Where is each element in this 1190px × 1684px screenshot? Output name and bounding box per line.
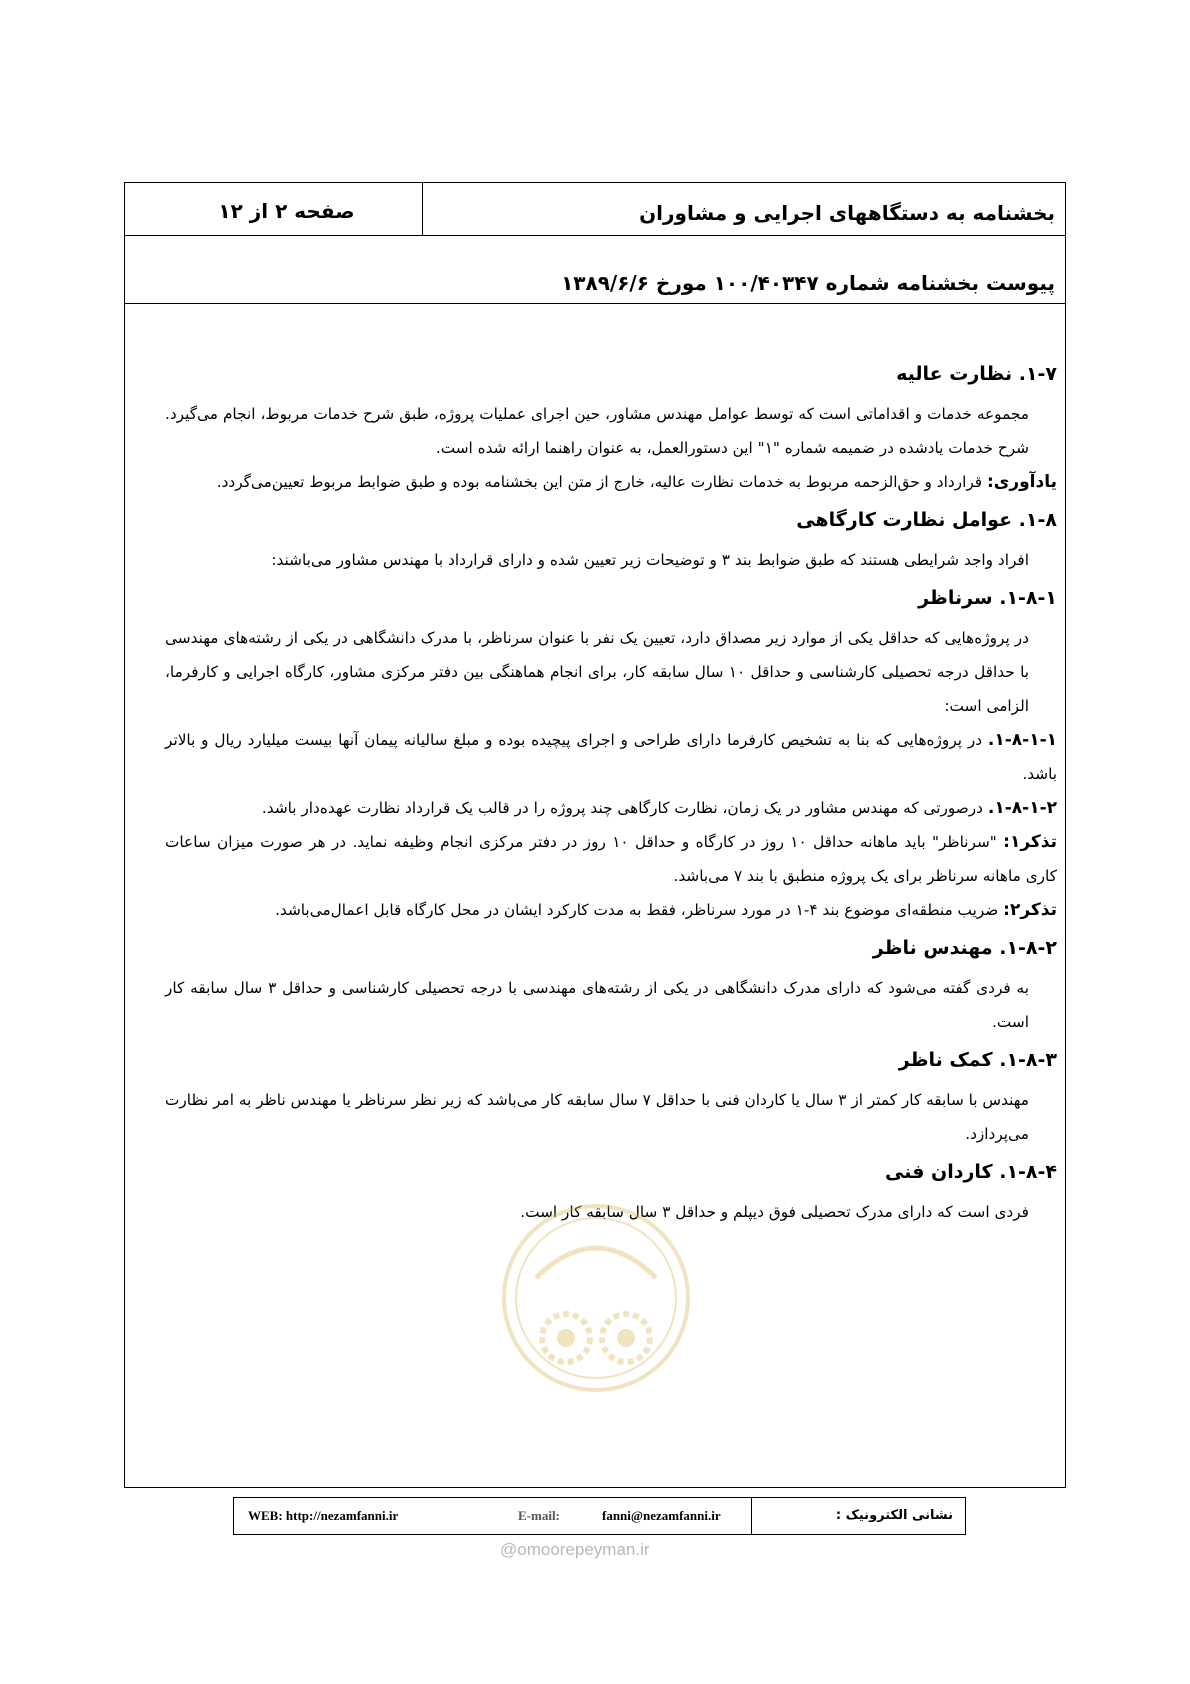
contact-bar xyxy=(233,1497,966,1535)
paragraph: به فردی گفته می‌شود که دارای مدرک دانشگاهی در یکی از رشته‌های مهندسی با درجه تحصیلی کارشناسی و حداقل ۳ سال سابقه کار است. xyxy=(165,979,1030,1031)
note-paragraph xyxy=(165,893,1057,927)
note-text: قرارداد و حق‌الزحمه مربوط به خدمات نظارت عالیه، خارج از متن این بخشنامه بوده و طبق ضوابط مربوط تعیین‌می‌گردد. xyxy=(216,473,987,491)
section-heading: ۱-۷. نظارت عالیه xyxy=(896,363,1057,385)
page-frame xyxy=(124,182,1066,1488)
paragraph: افراد واجد شرایطی هستند که طبق ضوابط بند ۳ و توضیحات زیر تعیین شده و دارای قرارداد با مهندس مشاور می‌باشند: xyxy=(271,551,1029,569)
section-heading: ۱-۸-۴. کاردان فنی xyxy=(884,1161,1057,1183)
footer-watermark-text: @omoorepeyman.ir xyxy=(500,1540,650,1559)
section-heading: ۱-۸. عوامل نظارت کارگاهی xyxy=(796,509,1057,531)
paragraph: در پروژه‌هایی که حداقل یکی از موارد زیر مصداق دارد، تعیین یک نفر با عنوان سرناظر، با مدرک دانشگاهی در یکی از رشته‌های مهندسی با حداقل درجه تحصیلی کارشناسی و حداقل ۱۰ سال سابقه کار، برای انجام هماهنگی بین دفتر مرکزی مشاور، کارگاه اجرایی و کارفرما، الزامی است: xyxy=(165,629,1029,715)
page-number: صفحه ۲ از ۱۲ xyxy=(218,199,355,223)
note-label: تذکر۱: xyxy=(1003,832,1058,852)
item-text: درصورتی که مهندس مشاور در یک زمان، نظارت کارگاهی چند پروژه را در قالب یک قرارداد نظارت عهده‌دار باشد. xyxy=(261,799,988,817)
note-paragraph xyxy=(165,825,1057,893)
contact-divider xyxy=(751,1498,752,1534)
item-label: ۱-۸-۱-۲. xyxy=(987,798,1057,818)
attachment-divider xyxy=(125,303,1065,304)
paragraph: فردی است که دارای مدرک تحصیلی فوق دیپلم و حداقل ۳ سال سابقه کار است. xyxy=(520,1203,1029,1221)
attachment-line: پیوست بخشنامه شماره ۱۰۰/۴۰۳۴۷ مورخ ۱۳۸۹/۶/۶ xyxy=(561,271,1055,295)
main-content xyxy=(165,353,1057,1229)
note-text: ضریب منطقه‌ای موضوع بند ۴-۱ در مورد سرناظر، فقط به مدت کارکرد ایشان در محل کارگاه قابل اعمال‌می‌باشد. xyxy=(275,901,1004,919)
contact-label: نشانی الکترونیک : xyxy=(835,1508,953,1523)
document-title: بخشنامه به دستگاههای اجرایی و مشاوران xyxy=(639,201,1055,225)
section-heading: ۱-۸-۱. سرناظر xyxy=(918,587,1057,609)
item-label: ۱-۸-۱-۱. xyxy=(987,730,1057,750)
item-paragraph xyxy=(165,791,1057,825)
section-heading: ۱-۸-۳. کمک ناظر xyxy=(898,1049,1057,1071)
paragraph: مجموعه خدمات و اقداماتی است که توسط عوامل مهندس مشاور، حین اجرای عملیات پروژه، طبق شرح خدمات مربوط، انجام می‌گیرد. شرح خدمات یادشده در ضمیمه شماره "۱" این دستورالعمل، به عنوان راهنما ارائه شده است. xyxy=(165,405,1029,457)
note-label: تذکر۲: xyxy=(1003,900,1057,920)
paragraph: مهندس با سابقه کار کمتر از ۳ سال یا کاردان فنی با حداقل ۷ سال سابقه کار می‌باشد که زیر نظر سرناظر یا مهندس ناظر به امر نظارت می‌پردازد. xyxy=(165,1091,1029,1143)
note-paragraph xyxy=(165,465,1057,499)
item-paragraph xyxy=(165,723,1057,791)
note-label: یادآوری: xyxy=(986,472,1057,492)
header-divider xyxy=(125,235,1065,236)
section-heading: ۱-۸-۲. مهندس ناظر xyxy=(872,937,1057,959)
website-link[interactable]: WEB: http://nezamfanni.ir xyxy=(248,1508,399,1523)
email-link[interactable]: fanni@nezamfanni.ir xyxy=(602,1508,721,1523)
note-text: "سرناظر" باید ماهانه حداقل ۱۰ روز در کارگاه و حداقل ۱۰ روز در دفتر مرکزی انجام وظیفه نماید. در هر صورت میزان ساعات کاری ماهانه سرناظر برای یک پروژه منطبق با بند ۷ می‌باشد. xyxy=(165,833,1057,885)
item-text: در پروژه‌هایی که بنا به تشخیص کارفرما دارای طراحی و اجرای پیچیده بوده و مبلغ سالیانه پیمان آنها بیست میلیارد ریال و بالاتر باشد. xyxy=(165,731,1057,783)
email-label: E-mail: xyxy=(518,1508,560,1523)
